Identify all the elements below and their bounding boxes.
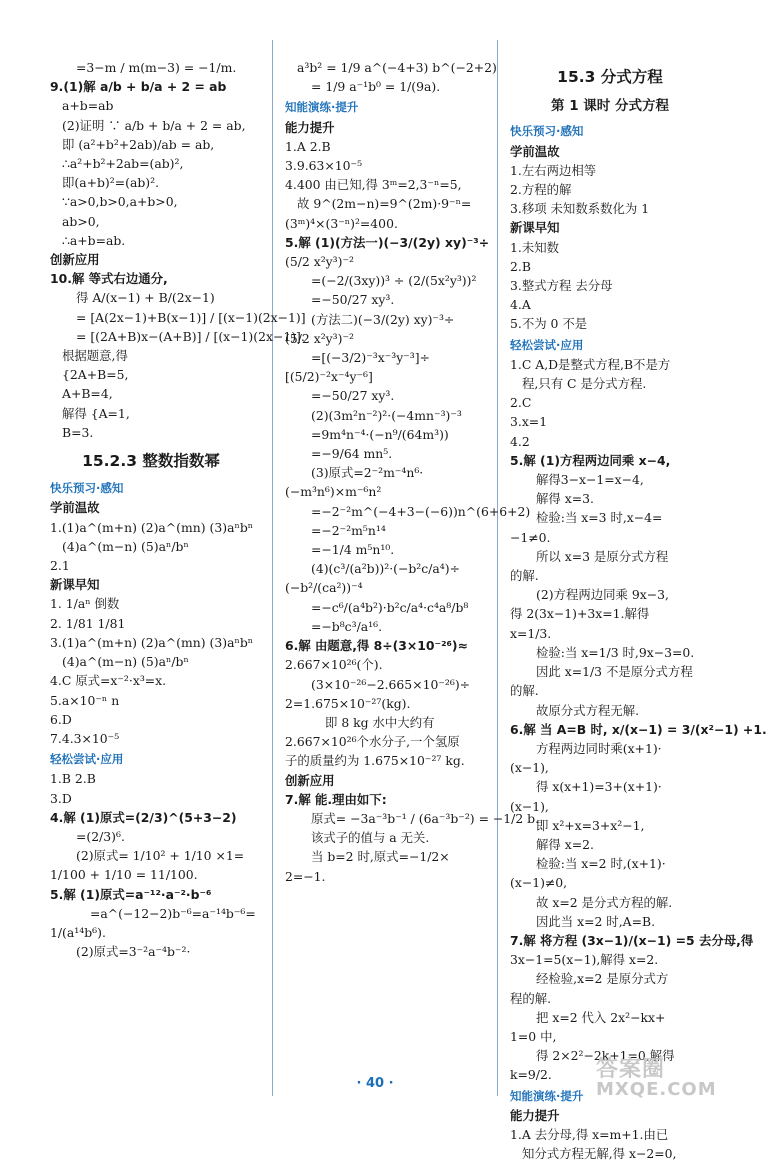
column3-line: 4.A <box>510 297 531 313</box>
column3-line: 因此 x=1/3 不是原分式方程 <box>536 664 693 680</box>
column3-line: −1≠0. <box>510 529 551 545</box>
column3-line: 4.2 <box>510 433 530 449</box>
column1-line: 7.4.3×10⁻⁵ <box>50 730 120 746</box>
column3-line: 第 1 课时 分式方程 <box>551 98 669 115</box>
column3-line: 故 x=2 是分式方程的解. <box>536 894 673 910</box>
column1-line: 2.1 <box>50 558 70 574</box>
column3-line: 经检验,x=2 是原分式方 <box>536 971 669 987</box>
column3-line: 5.解 (1)方程两边同乘 x−4, <box>510 452 671 468</box>
column2-line: 1.A 2.B <box>285 138 331 154</box>
column3-line: 3.x=1 <box>510 414 548 430</box>
column1-line: (4)a^(m−n) (5)aⁿ/bⁿ <box>62 654 189 670</box>
column2-line: =−50/27 xy³. <box>311 292 395 308</box>
column2-line: =−9/64 mn⁵. <box>311 446 393 462</box>
column3-line: 3.整式方程 去分母 <box>510 278 613 294</box>
watermark-logo: 答案圈 MXQE.COM <box>596 1057 717 1100</box>
column2-line: 6.解 由题意,得 8÷(3×10⁻²⁶)≈ <box>285 638 468 654</box>
column1-line: = [(2A+B)x−(A+B)] / [(x−1)(2x−1)]. <box>76 328 305 344</box>
column3-line: 知能演练·提升 <box>510 1088 584 1103</box>
column3-line: 检验:当 x=2 时,(x+1)· <box>536 856 666 872</box>
column2-line: (5/2 x²y³)⁻² <box>285 254 354 270</box>
column3-line: 1.左右两边相等 <box>510 162 597 178</box>
column3-line: 检验:当 x=1/3 时,9x−3=0. <box>536 644 695 660</box>
column2-line: =9m⁴n⁻⁴·(−n⁹/(64m³)) <box>311 426 449 442</box>
column2-line: (5/2 x²y³)⁻² <box>285 330 354 346</box>
column3-line: 把 x=2 代入 2x²−kx+ <box>536 1009 666 1025</box>
column3-line: 7.解 将方程 (3x−1)/(x−1) =5 去分母,得 <box>510 932 754 948</box>
column1-line: (2)原式= 1/10² + 1/10 ×1= <box>76 848 245 864</box>
column3-line: (x−1)≠0, <box>510 875 568 891</box>
column3-line: (x−1), <box>510 760 549 776</box>
column1-line: 4.解 (1)原式=(2/3)^(5+3−2) <box>50 809 237 825</box>
column2-line: (−b²/(ca²))⁻⁴ <box>285 580 363 596</box>
column3-line: 程,只有 C 是分式方程. <box>522 376 647 392</box>
answer-column-3 <box>510 58 767 1163</box>
column1-line: 1. 1/aⁿ 倒数 <box>50 596 120 612</box>
column3-line: 检验:当 x=3 时,x−4= <box>536 510 663 526</box>
column1-line: 15.2.3 整数指数幂 <box>82 452 220 471</box>
column2-line: (2)(3m²n⁻²)²·(−4mn⁻³)⁻³ <box>311 407 462 423</box>
column2-line: 知能演练·提升 <box>285 100 359 115</box>
column2-line: =−2⁻²m⁵n¹⁴ <box>311 522 386 538</box>
column2-line: 子的质量约为 1.675×10⁻²⁷ kg. <box>285 753 465 769</box>
column2-line: 3.9.63×10⁻⁵ <box>285 158 363 174</box>
answer-column-1 <box>50 58 306 961</box>
column2-line: 2.667×10²⁶个水分子,一个氢原 <box>285 734 460 750</box>
column1-line: 5.解 (1)原式=a⁻¹²·a⁻²·b⁻⁶ <box>50 886 212 902</box>
column1-line: 即 (a²+b²+2ab)/ab = ab, <box>62 136 215 152</box>
column1-line: 即(a+b)²=(ab)². <box>62 175 160 191</box>
column1-line: ∴a+b=ab. <box>62 232 126 248</box>
column2-line: (3ᵐ)⁴×(3⁻ⁿ)²=400. <box>285 215 398 231</box>
column1-line: 快乐预习·感知 <box>50 481 124 496</box>
column3-line: 的解. <box>510 683 539 699</box>
column2-line: = 1/9 a⁻¹b⁰ = 1/(9a). <box>311 79 441 95</box>
column3-line: 解得 x=2. <box>536 836 594 852</box>
column3-line: x=1/3. <box>510 625 552 641</box>
column2-line: a³b² = 1/9 a^(−4+3) b^(−2+2) <box>297 60 497 75</box>
column3-line: 的解. <box>510 568 539 584</box>
column1-line: B=3. <box>62 424 94 440</box>
column1-line: {2A+B=5, <box>62 367 129 383</box>
column3-line: 解得3−x−1=x−4, <box>536 472 644 488</box>
column1-line: =(2/3)⁶. <box>76 828 125 844</box>
column3-line: 方程两边同时乘(x+1)· <box>536 740 662 756</box>
column2-line: 故 9^(2m−n)=9^(2m)·9⁻ⁿ= <box>297 196 472 212</box>
column3-line: 即 x²+x=3+x²−1, <box>536 817 645 833</box>
column2-line: =(−2/(3xy))³ ÷ (2/(5x²y³))² <box>311 273 477 289</box>
column1-line: ∵a>0,b>0,a+b>0, <box>62 194 178 210</box>
column2-line: 7.解 能.理由如下: <box>285 791 387 807</box>
column2-line: =−b⁸c³/a¹⁶. <box>311 618 383 634</box>
column2-line: =−c⁶/(a⁴b²)·b²c/a⁴·c⁴a⁸/b⁸ <box>311 599 469 615</box>
column3-line: 得 x(x+1)=3+(x+1)· <box>536 779 662 795</box>
column-divider-right <box>497 40 498 1096</box>
column2-line: (4)(c³/(a²b))²·(−b²c/a⁴)÷ <box>311 561 460 577</box>
column1-line: (4)a^(m−n) (5)aⁿ/bⁿ <box>62 538 189 554</box>
column2-line: 4.400 由已知,得 3ᵐ=2,3⁻ⁿ=5, <box>285 177 462 193</box>
column2-line: =−2⁻²m^(−4+3−(−6))n^(6+6+2) <box>311 503 531 519</box>
column2-line: (方法二)(−3/(2y) xy)⁻³÷ <box>311 311 455 327</box>
column2-line: =−1/4 m⁵n¹⁰. <box>311 542 395 558</box>
page-number: · 40 · <box>356 1076 394 1091</box>
column3-line: k=9/2. <box>510 1067 552 1083</box>
column2-line: 原式= −3a⁻³b⁻¹ / (6a⁻³b⁻²) = −1/2 b. <box>311 810 540 826</box>
column3-line: 能力提升 <box>510 1107 560 1123</box>
column3-line: 5.不为 0 不是 <box>510 316 588 332</box>
column1-line: =a^(−12−2)b⁻⁶=a⁻¹⁴b⁻⁶= <box>90 905 256 921</box>
column3-line: 1.A 去分母,得 x=m+1.由已 <box>510 1126 669 1142</box>
column1-line: 9.(1)解 a/b + b/a + 2 = ab <box>50 79 227 95</box>
column3-line: 轻松尝试·应用 <box>510 337 584 352</box>
column2-line: =−50/27 xy³. <box>311 388 395 404</box>
column1-line: 1/(a¹⁴b⁶). <box>50 924 106 940</box>
column3-line: 所以 x=3 是原分式方程 <box>536 548 669 564</box>
column1-line: ∴a²+b²+2ab=(ab)², <box>62 156 184 172</box>
column1-line: 5.a×10⁻ⁿ n <box>50 692 120 708</box>
column2-line: 即 8 kg 水中大约有 <box>325 714 435 730</box>
column2-line: =[(−3/2)⁻³x⁻³y⁻³]÷ <box>311 350 430 366</box>
column2-line: 创新应用 <box>285 772 335 788</box>
column3-line: 3x−1=5(x−1),解得 x=2. <box>510 952 659 968</box>
column3-line: 知分式方程无解,得 x−2=0, <box>522 1146 677 1162</box>
column1-line: 创新应用 <box>50 252 100 268</box>
column1-line: 6.D <box>50 711 72 727</box>
column1-line: 学前温故 <box>50 500 100 516</box>
column3-line: 得 2(3x−1)+3x=1.解得 <box>510 606 650 622</box>
column1-line: 1/100 + 1/10 = 11/100. <box>50 867 198 883</box>
column1-line: 3.D <box>50 790 72 806</box>
column1-line: =3−m / m(m−3) = −1/m. <box>76 60 237 75</box>
column3-line: 程的解. <box>510 990 552 1006</box>
column3-line: 6.解 当 A=B 时, x/(x−1) = 3/(x²−1) +1. <box>510 721 767 737</box>
column1-line: 得 A/(x−1) + B/(2x−1) <box>76 290 215 306</box>
column3-line: 2.方程的解 <box>510 182 572 198</box>
column-divider-left <box>272 40 273 1096</box>
column3-line: 1.未知数 <box>510 239 559 255</box>
column1-line: 2. 1/81 1/81 <box>50 615 126 631</box>
column2-line: [(5/2)⁻²x⁻⁴y⁻⁶] <box>285 369 373 385</box>
column3-line: 1=0 中, <box>510 1028 557 1044</box>
column3-line: 2.C <box>510 395 532 411</box>
column1-line: = [A(2x−1)+B(x−1)] / [(x−1)(2x−1)] <box>76 309 306 325</box>
column1-line: 解得 {A=1, <box>62 405 130 421</box>
column2-line: 2=−1. <box>285 868 326 884</box>
column3-line: 学前温故 <box>510 143 560 159</box>
column2-line: 当 b=2 时,原式=−1/2× <box>311 849 450 865</box>
column1-line: 根据题意,得 <box>62 348 128 364</box>
column2-line: 2.667×10²⁶(个). <box>285 657 383 673</box>
column1-line: 轻松尝试·应用 <box>50 752 124 767</box>
column3-line: (2)方程两边同乘 9x−3, <box>536 587 669 603</box>
column3-line: 3.移项 未知数系数化为 1 <box>510 201 650 217</box>
column2-line: 2=1.675×10⁻²⁷(kg). <box>285 695 411 711</box>
column1-line: 1.B 2.B <box>50 771 96 787</box>
column1-line: 10.解 等式右边通分, <box>50 271 168 287</box>
column3-line: 因此当 x=2 时,A=B. <box>536 913 656 929</box>
column2-line: (3)原式=2⁻²m⁻⁴n⁶· <box>311 465 424 481</box>
column1-line: 4.C 原式=x⁻²·x³=x. <box>50 673 167 689</box>
column2-line: 该式子的值与 a 无关. <box>311 830 430 846</box>
column3-line: 2.B <box>510 258 531 274</box>
column3-line: 故原分式方程无解. <box>536 702 640 718</box>
column1-line: 3.(1)a^(m+n) (2)a^(mn) (3)aⁿbⁿ <box>50 634 254 650</box>
column3-line: 解得 x=3. <box>536 491 594 507</box>
column1-line: (2)原式=3⁻²a⁻⁴b⁻²· <box>76 944 191 960</box>
column1-line: (2)证明 ∵ a/b + b/a + 2 = ab, <box>62 117 246 133</box>
column1-line: ab>0, <box>62 213 100 229</box>
column3-line: 1.C A,D是整式方程,B不是方 <box>510 356 671 372</box>
column2-line: 能力提升 <box>285 119 335 135</box>
column1-line: 新课早知 <box>50 577 100 593</box>
column3-line: 快乐预习·感知 <box>510 124 584 139</box>
column1-line: A+B=4, <box>62 386 113 402</box>
column2-line: (−m³n⁶)×m⁻⁶n² <box>285 484 382 500</box>
column3-line: (x−1), <box>510 798 549 814</box>
column3-line: 新课早知 <box>510 220 560 236</box>
column1-line: a+b=ab <box>62 98 114 114</box>
column2-line: (3×10⁻²⁶−2.665×10⁻²⁶)÷ <box>311 676 471 692</box>
column2-line: 5.解 (1)(方法一)(−3/(2y) xy)⁻³÷ <box>285 234 490 250</box>
column3-line: 15.3 分式方程 <box>557 68 663 86</box>
column1-line: 1.(1)a^(m+n) (2)a^(mn) (3)aⁿbⁿ <box>50 519 254 535</box>
column3-line: 得 2×2²−2k+1=0,解得 <box>536 1048 675 1064</box>
